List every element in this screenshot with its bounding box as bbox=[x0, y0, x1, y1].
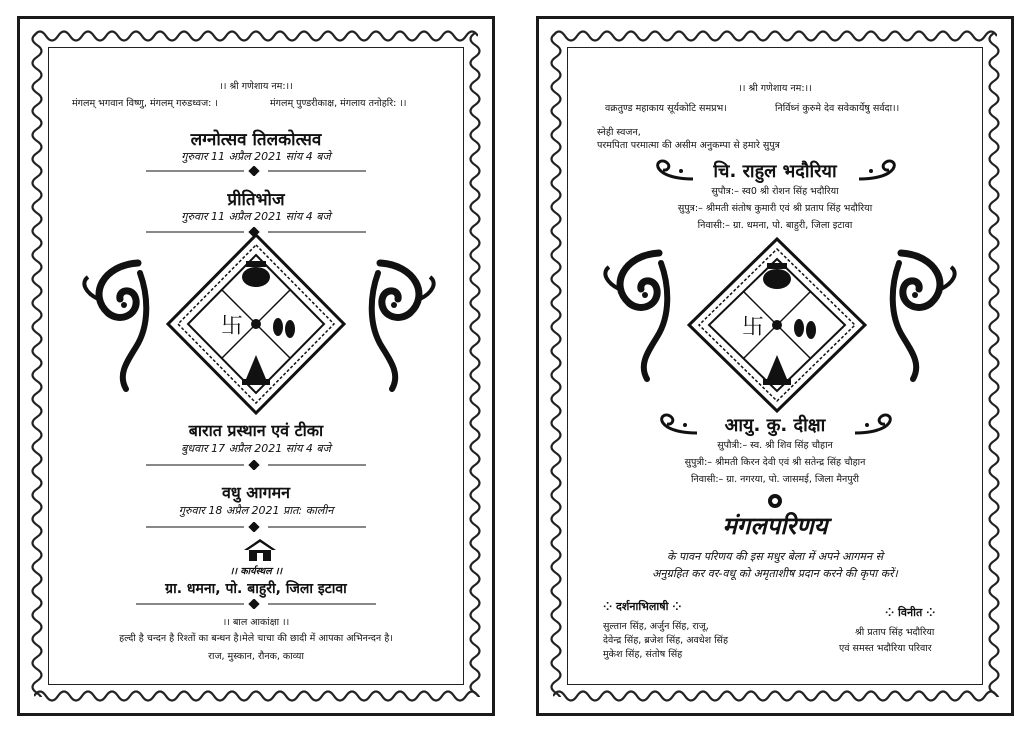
venue-address: ग्रा. धमना, पो. बाहुरी, जिला इटावा bbox=[165, 581, 347, 597]
divider-ornament bbox=[20, 460, 492, 470]
svg-text:卐: 卐 bbox=[741, 315, 765, 340]
child-wish-message: हल्दी है चन्दन है रिश्तों का बन्धन है।मेले चाचा की छादी में आपका अभिनन्दन है। bbox=[119, 633, 393, 644]
kalash-diamond-emblem bbox=[687, 237, 867, 413]
groom-son-line: सुपुत्र:– श्रीमती संतोष कुमारी एवं श्री प्रताप सिंह भदौरिया bbox=[677, 203, 873, 214]
vineet-label-text: विनीत bbox=[898, 606, 923, 619]
event1-title: लग्नोत्सव तिलकोत्सव bbox=[190, 130, 322, 150]
dots-ornament-icon: ⁘ bbox=[885, 606, 899, 619]
ganesh-left-icon bbox=[78, 255, 168, 395]
left-ganesh-invocation: ।। श्री गणेशाय नम:।। bbox=[219, 81, 293, 92]
divider-ornament bbox=[20, 166, 492, 176]
event2-time: गुरुवार 11 अप्रैल 2021 सांय 4 बजे bbox=[181, 210, 331, 223]
vineet-line-1: श्री प्रताप सिंह भदौरिया bbox=[855, 627, 935, 638]
left-mangal-line-a: मंगलम् भगवान विष्णु, मंगलम् गरुडध्वज: । bbox=[72, 98, 218, 109]
border-vine-right bbox=[985, 33, 1003, 697]
ganesh-left-icon bbox=[599, 245, 689, 385]
invite-line-2: अनुग्रहित कर वर-वधू को अमृताशीष प्रदान करने की कृपा करें। bbox=[652, 567, 898, 580]
child-names: राज, मुस्कान, रौनक, काव्या bbox=[208, 651, 304, 662]
bride-address-line: निवासी:– ग्रा. नगरया, पो. जासमई, जिला मैनपुरी bbox=[690, 474, 860, 485]
border-vine-top bbox=[34, 27, 478, 45]
darshan-names-1: सुल्तान सिंह, अर्जुन सिंह, राजू, bbox=[603, 621, 709, 632]
event2-title: प्रीतिभोज bbox=[227, 190, 285, 210]
darshan-names-3: मुकेश सिंह, संतोष सिंह bbox=[603, 649, 683, 660]
bride-daughter-line: सुपुत्री:– श्रीमती किरन देवी एवं श्री सतेन्द्र सिंह चौहान bbox=[684, 457, 866, 468]
divider-ornament bbox=[20, 522, 492, 532]
shloka-line-b: निर्विध्नं कुरुमे देव सवेकार्येषु सर्वदा।। bbox=[775, 103, 900, 114]
paisley-flourish-right-icon bbox=[857, 157, 901, 183]
event4-time: गुरुवार 18 अप्रैल 2021 प्रात: कालीन bbox=[178, 504, 334, 517]
bride-name: आयु. कु. दीक्षा bbox=[724, 415, 826, 436]
intro-line: परमपिता परमात्मा की असीम अनुकम्पा से हमारे सुपुत्र bbox=[597, 140, 780, 151]
groom-grandson-line: सुपौत्र:– स्व0 श्री रोशन सिंह भदौरिया bbox=[711, 186, 839, 197]
border-vine-bottom bbox=[34, 687, 478, 705]
invite-line-1: के पावन परिणय की इस मधुर बेला में अपने आगमन से bbox=[666, 550, 884, 563]
event3-title: बारात प्रस्थान एवं टीका bbox=[188, 421, 324, 440]
shloka-line-a: वक्रतुण्ड महाकाय सूर्यकोटि समप्रभ। bbox=[605, 103, 727, 114]
dots-ornament-icon: ⁘ bbox=[603, 600, 617, 613]
event3-time: बुधवार 17 अप्रैल 2021 सांय 4 बजे bbox=[181, 442, 331, 455]
vineet-label bbox=[885, 605, 935, 620]
darshan-label-text: दर्शनाभिलाषी bbox=[616, 600, 669, 613]
dots-ornament-icon: ⁘ bbox=[922, 606, 936, 619]
groom-name: चि. राहुल भदौरिया bbox=[713, 161, 837, 182]
greeting: स्नेही स्वजन, bbox=[597, 127, 641, 138]
house-icon bbox=[242, 537, 278, 563]
darshan-names-2: देवेन्द्र सिंह, ब्रजेश सिंह, अवधेश सिंह bbox=[603, 635, 729, 646]
border-vine-bottom bbox=[553, 687, 997, 705]
svg-text:卐: 卐 bbox=[220, 314, 244, 339]
ganesh-right-icon bbox=[350, 255, 440, 395]
venue-label: ।। कार्यस्थल ।। bbox=[229, 566, 283, 577]
left-mangal-line-b: मंगलम् पुण्डरीकाक्ष, मंगलाय तनोहरि: ।। bbox=[270, 98, 407, 109]
vineet-line-2: एवं समस्त भदौरिया परिवार bbox=[839, 643, 932, 654]
mangal-parinay-heading: मंगलपरिणय bbox=[722, 511, 828, 540]
child-wish-label: ।। बाल आकांक्षा ।। bbox=[222, 617, 290, 628]
right-ganesh-invocation: ।। श्री गणेशाय नम:।। bbox=[738, 83, 812, 94]
darshan-label bbox=[603, 599, 681, 614]
ganesh-right-icon bbox=[871, 245, 961, 385]
right-card bbox=[536, 16, 1014, 716]
groom-address-line: निवासी:– ग्रा. धमना, पो. बाहुरी, जिला इटावा bbox=[697, 220, 853, 231]
om-emblem-icon bbox=[767, 493, 783, 509]
divider-ornament bbox=[20, 599, 492, 609]
event1-time: गुरुवार 11 अप्रैल 2021 सांय 4 बजे bbox=[181, 150, 331, 163]
paisley-flourish-right-icon bbox=[853, 411, 897, 437]
left-card bbox=[17, 16, 495, 716]
bride-granddaughter-line: सुपौत्री:– स्व. श्री शिव सिंह चौहान bbox=[717, 440, 833, 451]
dots-ornament-icon: ⁘ bbox=[668, 600, 682, 613]
border-vine-left bbox=[547, 33, 565, 697]
kalash-diamond-emblem bbox=[166, 233, 346, 415]
event4-title: वधु आगमन bbox=[221, 483, 291, 502]
border-vine-top bbox=[553, 27, 997, 45]
